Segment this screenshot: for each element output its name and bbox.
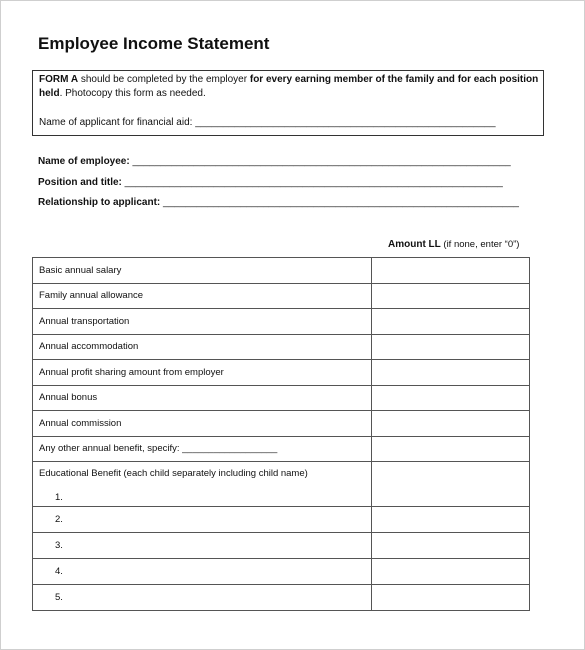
education-row [33, 533, 372, 559]
amount-label: Amount LL [388, 239, 441, 250]
amount-cell[interactable] [372, 385, 530, 411]
employee-name-field[interactable] [38, 156, 511, 167]
instructions-line-1 [39, 73, 537, 87]
instructions-box [32, 70, 544, 136]
education-item-2[interactable]: 2. [55, 514, 63, 525]
amount-note: (if none, enter “0”) [440, 239, 520, 250]
table-row [33, 462, 530, 507]
instructions-bold-2: held [39, 88, 60, 99]
instructions-bold-1: for every earning member of the family and for each position [249, 74, 539, 85]
employee-name-label: Name of employee: [38, 156, 130, 167]
instructions-text-1: should be completed by the employer [78, 74, 250, 85]
amount-cell[interactable] [372, 283, 530, 309]
employee-name-line[interactable]: ____________________________________________________________________ [129, 156, 511, 167]
row-label: Annual commission [33, 411, 372, 437]
education-item-3[interactable]: 3. [55, 540, 63, 551]
table-row [33, 436, 530, 462]
instructions-text-2: . Photocopy this form as needed. [59, 88, 206, 99]
education-row [33, 559, 372, 585]
table-row [33, 585, 530, 611]
other-benefit-text: Any other annual benefit, [39, 443, 148, 455]
amount-cell[interactable] [372, 533, 530, 559]
row-label: Basic annual salary [33, 258, 372, 284]
education-item-4[interactable]: 4. [55, 566, 63, 577]
other-benefit-specify[interactable]: specify: __________________ [147, 443, 278, 455]
education-row [33, 507, 372, 533]
table-row [33, 334, 530, 360]
table-row [33, 411, 530, 437]
amount-cell[interactable] [372, 559, 530, 585]
row-label: Annual bonus [33, 385, 372, 411]
position-title-field[interactable] [38, 177, 503, 188]
education-heading: Educational Benefit (each child separately including child name) [39, 468, 308, 479]
row-label: Family annual allowance [33, 283, 372, 309]
table-row [33, 360, 530, 386]
table-row [33, 283, 530, 309]
table-row [33, 507, 530, 533]
table-row [33, 533, 530, 559]
education-heading-cell [33, 462, 372, 507]
form-label: FORM A [39, 74, 79, 85]
education-row [33, 585, 372, 611]
position-title-label: Position and title: [38, 177, 122, 188]
education-item-1[interactable]: 1. [55, 492, 63, 503]
relationship-field[interactable] [38, 197, 519, 208]
applicant-name-field[interactable]: Name of applicant for financial aid: ______________________________________________________ [39, 117, 496, 128]
amount-cell[interactable] [372, 585, 530, 611]
table-row [33, 258, 530, 284]
education-item-5[interactable]: 5. [55, 592, 63, 603]
relationship-line[interactable]: ________________________________________________________________ [160, 197, 519, 208]
table-row [33, 309, 530, 335]
income-table [32, 257, 530, 611]
row-label: Annual profit sharing amount from employer [33, 360, 372, 386]
table-row [33, 559, 530, 585]
row-label: Annual accommodation [33, 334, 372, 360]
row-label: Annual transportation [33, 309, 372, 335]
amount-cell[interactable] [372, 309, 530, 335]
amount-column-header [388, 239, 519, 250]
amount-cell[interactable] [372, 507, 530, 533]
other-benefit-label [33, 436, 372, 462]
page-title: Employee Income Statement [38, 34, 270, 53]
amount-cell[interactable] [372, 360, 530, 386]
amount-cell[interactable] [372, 436, 530, 462]
relationship-label: Relationship to applicant: [38, 197, 161, 208]
position-title-line[interactable]: ____________________________________________________________________ [121, 177, 503, 188]
instructions-line-2 [39, 87, 537, 101]
amount-cell[interactable] [372, 462, 530, 507]
amount-cell[interactable] [372, 258, 530, 284]
amount-cell[interactable] [372, 334, 530, 360]
table-row [33, 385, 530, 411]
amount-cell[interactable] [372, 411, 530, 437]
